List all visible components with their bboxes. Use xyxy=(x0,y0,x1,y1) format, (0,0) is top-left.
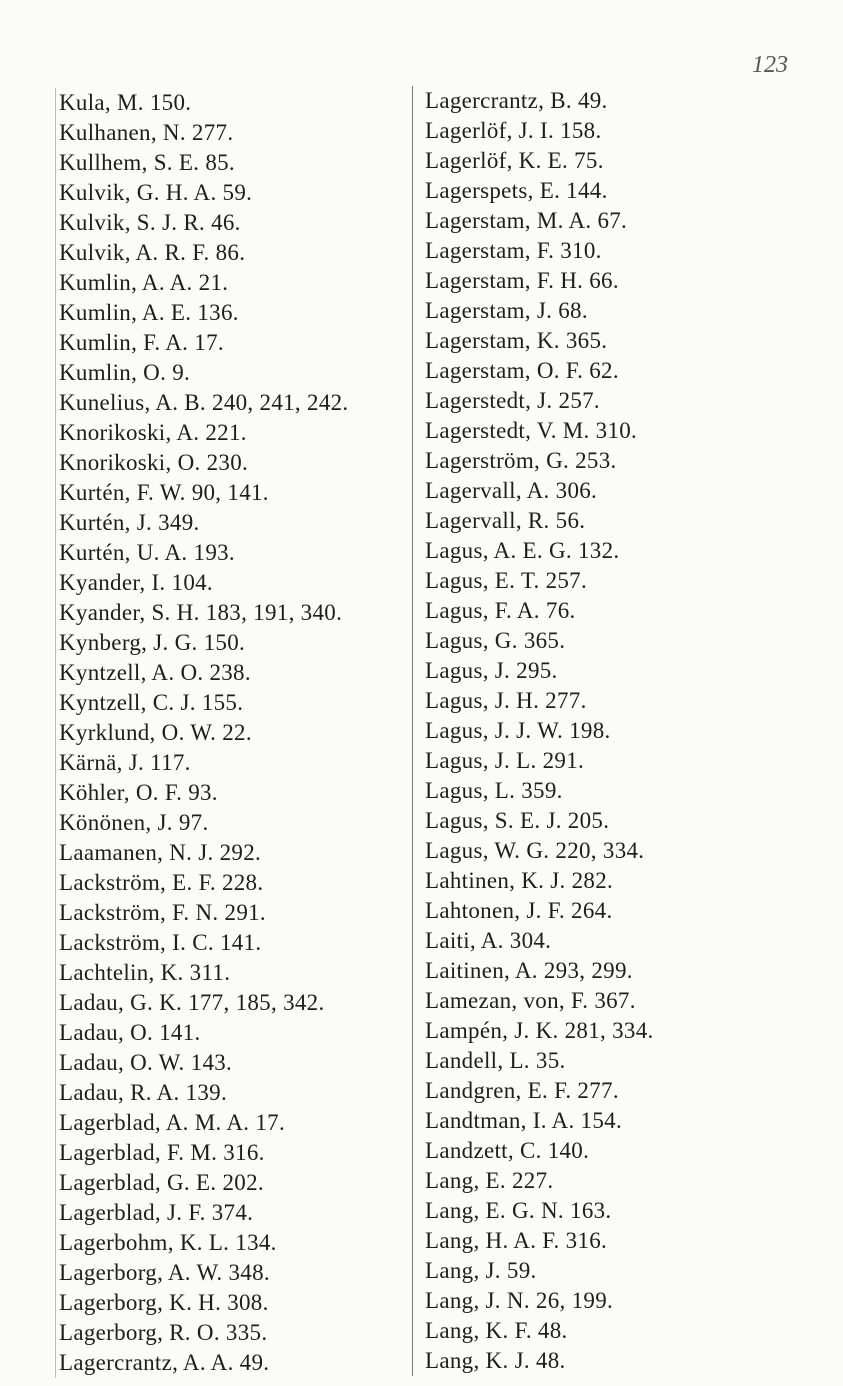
index-entry: Lagus, J. L. 291. xyxy=(425,748,585,773)
index-entry: Lagerstam, F. 310. xyxy=(425,238,602,263)
index-entry: Lagus, J. 295. xyxy=(425,658,558,683)
index-entry: Lagercrantz, B. 49. xyxy=(425,88,608,113)
index-entry: Lagervall, A. 306. xyxy=(425,478,598,503)
index-entry: Kyander, I. 104. xyxy=(59,570,213,595)
index-entry: Kyander, S. H. 183, 191, 340. xyxy=(59,600,343,625)
index-entry: Kulvik, A. R. F. 86. xyxy=(59,240,246,265)
index-entry: Kurtén, F. W. 90, 141. xyxy=(59,480,269,505)
index-entry: Landzett, C. 140. xyxy=(425,1138,590,1163)
index-entry: Kumlin, O. 9. xyxy=(59,360,191,385)
index-entry: Lagerstam, O. F. 62. xyxy=(425,358,619,383)
index-entry: Kunelius, A. B. 240, 241, 242. xyxy=(59,390,349,415)
index-entry: Laamanen, N. J. 292. xyxy=(59,840,262,865)
index-entry: Lamezan, von, F. 367. xyxy=(425,988,636,1013)
index-entry: Landell, L. 35. xyxy=(425,1048,566,1073)
index-entry: Lagerstam, F. H. 66. xyxy=(425,268,619,293)
index-entry: Lagerspets, E. 144. xyxy=(425,178,608,203)
index-entry: Lagus, E. T. 257. xyxy=(425,568,588,593)
index-entry: Kyntzell, A. O. 238. xyxy=(59,660,251,685)
index-entry: Lagerstam, M. A. 67. xyxy=(425,208,628,233)
index-entry: Ladau, O. W. 143. xyxy=(59,1050,233,1075)
index-entry: Lagerstam, K. 365. xyxy=(425,328,608,353)
index-entry: Lagerborg, K. H. 308. xyxy=(59,1290,269,1315)
index-entry: Ladau, G. K. 177, 185, 342. xyxy=(59,990,325,1015)
page-number: 123 xyxy=(752,52,788,78)
right-column xyxy=(412,86,654,1376)
index-entry: Kynberg, J. G. 150. xyxy=(59,630,246,655)
index-entry: Kullhem, S. E. 85. xyxy=(59,150,235,175)
index-entry: Lagerblad, A. M. A. 17. xyxy=(59,1110,286,1135)
index-entry: Lagus, G. 365. xyxy=(425,628,566,653)
index-entry: Lachtelin, K. 311. xyxy=(59,960,231,985)
index-entry: Köhler, O. F. 93. xyxy=(59,780,218,805)
index-entry: Lang, H. A. F. 316. xyxy=(425,1228,608,1253)
index-entry: Lagerlöf, J. I. 158. xyxy=(425,118,602,143)
index-entry: Lang, K. F. 48. xyxy=(425,1318,568,1343)
left-column xyxy=(55,88,348,1378)
index-entry: Lagerborg, A. W. 348. xyxy=(59,1260,270,1285)
index-entry: Lagerblad, G. E. 202. xyxy=(59,1170,264,1195)
index-entry: Lagerström, G. 253. xyxy=(425,448,617,473)
index-entry: Knorikoski, A. 221. xyxy=(59,420,247,445)
index-entry: Lagercrantz, A. A. 49. xyxy=(59,1350,270,1375)
index-entry: Lagerstedt, V. M. 310. xyxy=(425,418,638,443)
index-entry: Lagus, F. A. 76. xyxy=(425,598,576,623)
index-entry: Kyntzell, C. J. 155. xyxy=(59,690,244,715)
index-entry: Lagus, J. J. W. 198. xyxy=(425,718,611,743)
index-entry: Kärnä, J. 117. xyxy=(59,750,191,775)
index-entry: Lagerstam, J. 68. xyxy=(425,298,588,323)
index-entry: Könönen, J. 97. xyxy=(59,810,209,835)
index-entry: Lackström, E. F. 228. xyxy=(59,870,264,895)
index-entry: Landgren, E. F. 277. xyxy=(425,1078,619,1103)
index-entry: Lagerborg, R. O. 335. xyxy=(59,1320,268,1345)
index-entry: Lackström, I. C. 141. xyxy=(59,930,262,955)
index-entry: Knorikoski, O. 230. xyxy=(59,450,249,475)
index-entry: Kulvik, G. H. A. 59. xyxy=(59,180,253,205)
index-entry: Lackström, F. N. 291. xyxy=(59,900,266,925)
index-entry: Laitinen, A. 293, 299. xyxy=(425,958,633,983)
index-entry: Lagus, W. G. 220, 334. xyxy=(425,838,645,863)
index-entry: Landtman, I. A. 154. xyxy=(425,1108,622,1133)
index-entry: Kyrklund, O. W. 22. xyxy=(59,720,252,745)
index-entry: Lagus, J. H. 277. xyxy=(425,688,587,713)
index-entry: Lagerlöf, K. E. 75. xyxy=(425,148,604,173)
index-entry: Lagus, L. 359. xyxy=(425,778,563,803)
index-entry: Laiti, A. 304. xyxy=(425,928,552,953)
index-entry: Lagerblad, J. F. 374. xyxy=(59,1200,254,1225)
index-entry: Lang, E. 227. xyxy=(425,1168,554,1193)
index-entry: Lagerbohm, K. L. 134. xyxy=(59,1230,277,1255)
index-entry: Lang, J. N. 26, 199. xyxy=(425,1288,614,1313)
index-entry: Ladau, O. 141. xyxy=(59,1020,201,1045)
index-entry: Ladau, R. A. 139. xyxy=(59,1080,227,1105)
index-entry: Kula, M. 150. xyxy=(59,90,192,115)
index-entry: Kurtén, J. 349. xyxy=(59,510,200,535)
index-entry: Kumlin, A. A. 21. xyxy=(59,270,229,295)
index-entry: Kulhanen, N. 277. xyxy=(59,120,234,145)
index-entry: Kurtén, U. A. 193. xyxy=(59,540,235,565)
index-entry: Lagus, A. E. G. 132. xyxy=(425,538,620,563)
index-entry: Lagerblad, F. M. 316. xyxy=(59,1140,265,1165)
index-entry: Lagerstedt, J. 257. xyxy=(425,388,600,413)
index-entry: Lahtonen, J. F. 264. xyxy=(425,898,613,923)
index-entry: Kumlin, F. A. 17. xyxy=(59,330,224,355)
index-entry: Lagus, S. E. J. 205. xyxy=(425,808,610,833)
index-entry: Lang, K. J. 48. xyxy=(425,1348,566,1373)
index-entry: Lagervall, R. 56. xyxy=(425,508,586,533)
index-entry: Kulvik, S. J. R. 46. xyxy=(59,210,241,235)
index-entry: Lang, E. G. N. 163. xyxy=(425,1198,612,1223)
index-entry: Lahtinen, K. J. 282. xyxy=(425,868,614,893)
index-entry: Lang, J. 59. xyxy=(425,1258,537,1283)
index-entry: Kumlin, A. E. 136. xyxy=(59,300,239,325)
index-entry: Lampén, J. K. 281, 334. xyxy=(425,1018,654,1043)
